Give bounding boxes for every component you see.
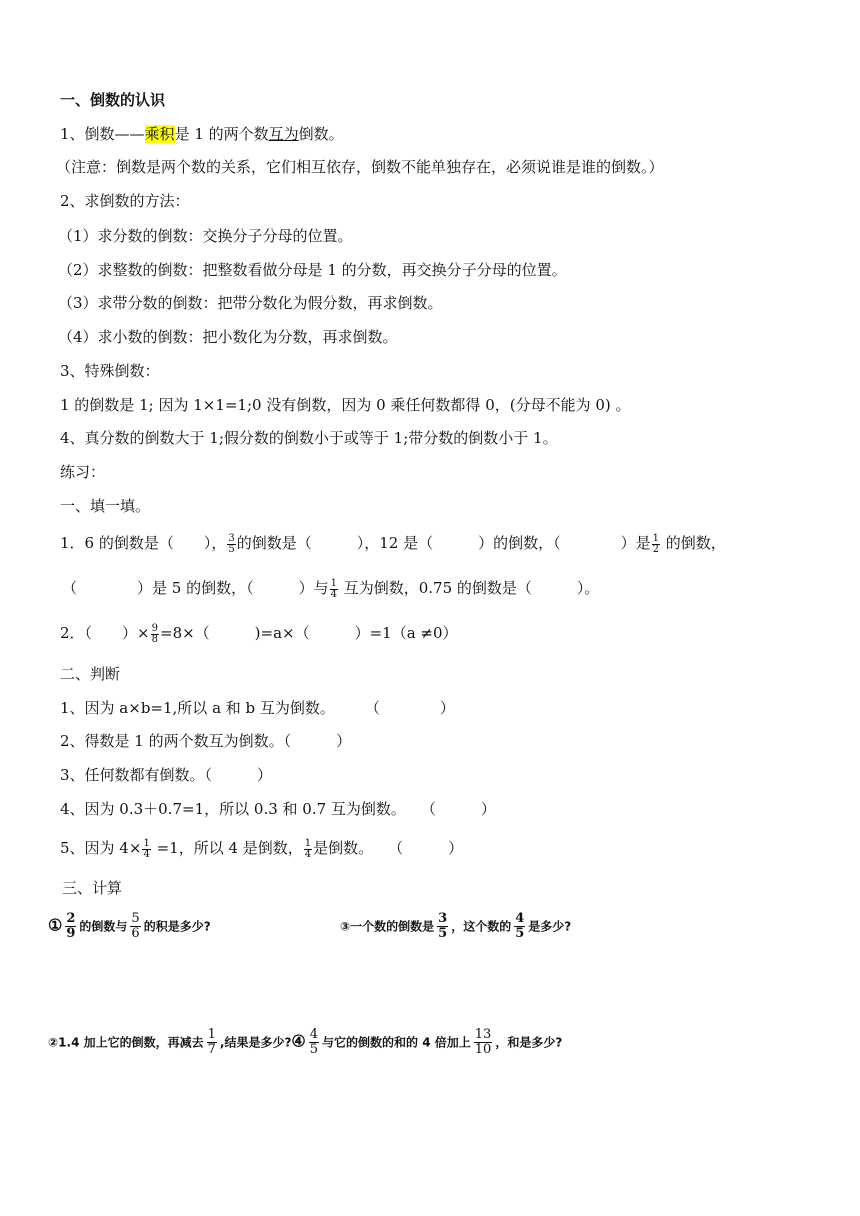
note-line: （注意：倒数是两个数的关系，它们相互依存，倒数不能单独存在，必须说谁是谁的倒数。） — [56, 158, 664, 176]
fill-question-1-cont — [62, 578, 599, 600]
def-text-c: 是 1 的两个数 — [174, 125, 269, 143]
calc-1-text-a: 的倒数与 — [79, 919, 128, 934]
fill-2-text-a: 2．（ ）× — [60, 624, 150, 642]
fill-1-text-a: 1．6 的倒数是（ ）， — [60, 534, 227, 552]
special-text: 1 的倒数是 1; 因为 1×1=1;0 没有倒数，因为 0 乘任何数都得 0，(分母不能为 0) 。 — [60, 396, 631, 414]
underlined-mutual: 互为 — [268, 125, 299, 143]
fraction-1-4-b: $\frac{1}{4}$ — [304, 837, 312, 860]
judge-1: 1、因为 a×b=1,所以 a 和 b 互为倒数。 （ ） — [60, 699, 455, 717]
practice-heading: 练习： — [60, 463, 106, 481]
calc-2-text-a: ②1.4 加上它的倒数，再减去 — [48, 1035, 204, 1050]
section-title-reciprocal: 一、倒数的认识 — [60, 91, 166, 109]
method-1: （1）求分数的倒数：交换分子分母的位置。 — [58, 227, 353, 245]
fraction-4-5-b: $\frac{4}{5}$ — [309, 1027, 319, 1057]
def-text-a: 1、倒数—— — [60, 125, 145, 143]
method-heading: 2、求倒数的方法： — [60, 192, 190, 210]
calc-3-text-a: ③一个数的倒数是 — [340, 919, 435, 934]
fraction-1-2: $\frac{1}{2}$ — [652, 532, 659, 555]
judge-heading: 二、判断 — [60, 665, 121, 683]
method-2: （2）求整数的倒数：把整数看做分母是 1 的分数，再交换分子分母的位置。 — [58, 261, 567, 279]
fraction-3-5: $\frac{3}{5}$ — [228, 532, 235, 555]
fraction-4-5: $\frac{4}{5}$ — [515, 911, 525, 941]
judge-5-text-c: 是倒数。 （ ） — [313, 839, 464, 857]
judge-5 — [60, 838, 463, 860]
definition-line — [60, 124, 344, 144]
fraction-5-6: $\frac{5}{6}$ — [131, 911, 140, 941]
calc-1-text-b: 的积是多少? — [143, 919, 211, 934]
fraction-1-4-a: $\frac{1}{4}$ — [143, 837, 150, 860]
fraction-9-8: $\frac{9}{8}$ — [151, 622, 158, 645]
fill-1-text-b: 的倒数是（ ），12 是（ ）的倒数，（ ）是 — [236, 534, 651, 552]
calc-question-1 — [48, 912, 211, 941]
special-heading: 3、特殊倒数： — [60, 362, 160, 380]
judge-5-text-a: 5、因为 4× — [60, 839, 142, 857]
fill-heading: 一、填一填。 — [60, 497, 151, 515]
fill-question-1 — [60, 533, 726, 555]
fill-1-text-c: 的倒数， — [660, 534, 726, 552]
comparison-rule: 4、真分数的倒数大于 1;假分数的倒数小于或等于 1;带分数的倒数小于 1。 — [60, 429, 558, 447]
fraction-2-9: $\frac{2}{9}$ — [66, 911, 76, 941]
calc-question-3 — [340, 912, 571, 941]
calc-question-2-4 — [48, 1028, 562, 1057]
highlighted-product: 乘积 — [144, 125, 175, 143]
circled-1: ① — [48, 915, 63, 935]
calc-heading: 三、计算 — [62, 879, 123, 897]
fill-2-text-b: =8×（ )=a×（ ）=1（a ≠0） — [160, 624, 458, 642]
fraction-13-10: $\frac{13}{10}$ — [474, 1027, 492, 1057]
fill-1b-text-a: （ ）是 5 的倒数，（ ）与 — [62, 579, 329, 597]
fraction-1-7: $\frac{1}{7}$ — [207, 1027, 216, 1057]
method-3: （3）求带分数的倒数：把带分数化为假分数，再求倒数。 — [58, 294, 443, 312]
judge-5-text-b: =1，所以 4 是倒数， — [151, 839, 303, 857]
calc-4-text-a: 与它的倒数的和的 4 倍加上 — [322, 1035, 471, 1050]
def-text-e: 倒数。 — [298, 125, 344, 143]
fraction-3-5-b: $\frac{3}{5}$ — [438, 911, 448, 941]
fraction-1-4: $\frac{1}{4}$ — [330, 577, 337, 600]
calc-4-text-b: ，和是多少? — [495, 1035, 563, 1050]
fill-question-2 — [60, 623, 458, 645]
calc-3-text-b: ，这个数的 — [451, 919, 512, 934]
calc-3-text-c: 是多少? — [528, 919, 572, 934]
judge-4: 4、因为 0.3＋0.7=1，所以 0.3 和 0.7 互为倒数。 （ ） — [60, 800, 496, 818]
circled-4: ④ — [291, 1031, 306, 1051]
fill-1b-text-b: 互为倒数，0.75 的倒数是（ ）。 — [338, 579, 600, 597]
judge-3: 3、任何数都有倒数。（ ） — [60, 766, 273, 784]
calc-2-text-b: ,结果是多少? — [219, 1035, 292, 1050]
judge-2: 2、得数是 1 的两个数互为倒数。（ ） — [60, 732, 352, 750]
method-4: （4）求小数的倒数：把小数化为分数，再求倒数。 — [58, 328, 398, 346]
